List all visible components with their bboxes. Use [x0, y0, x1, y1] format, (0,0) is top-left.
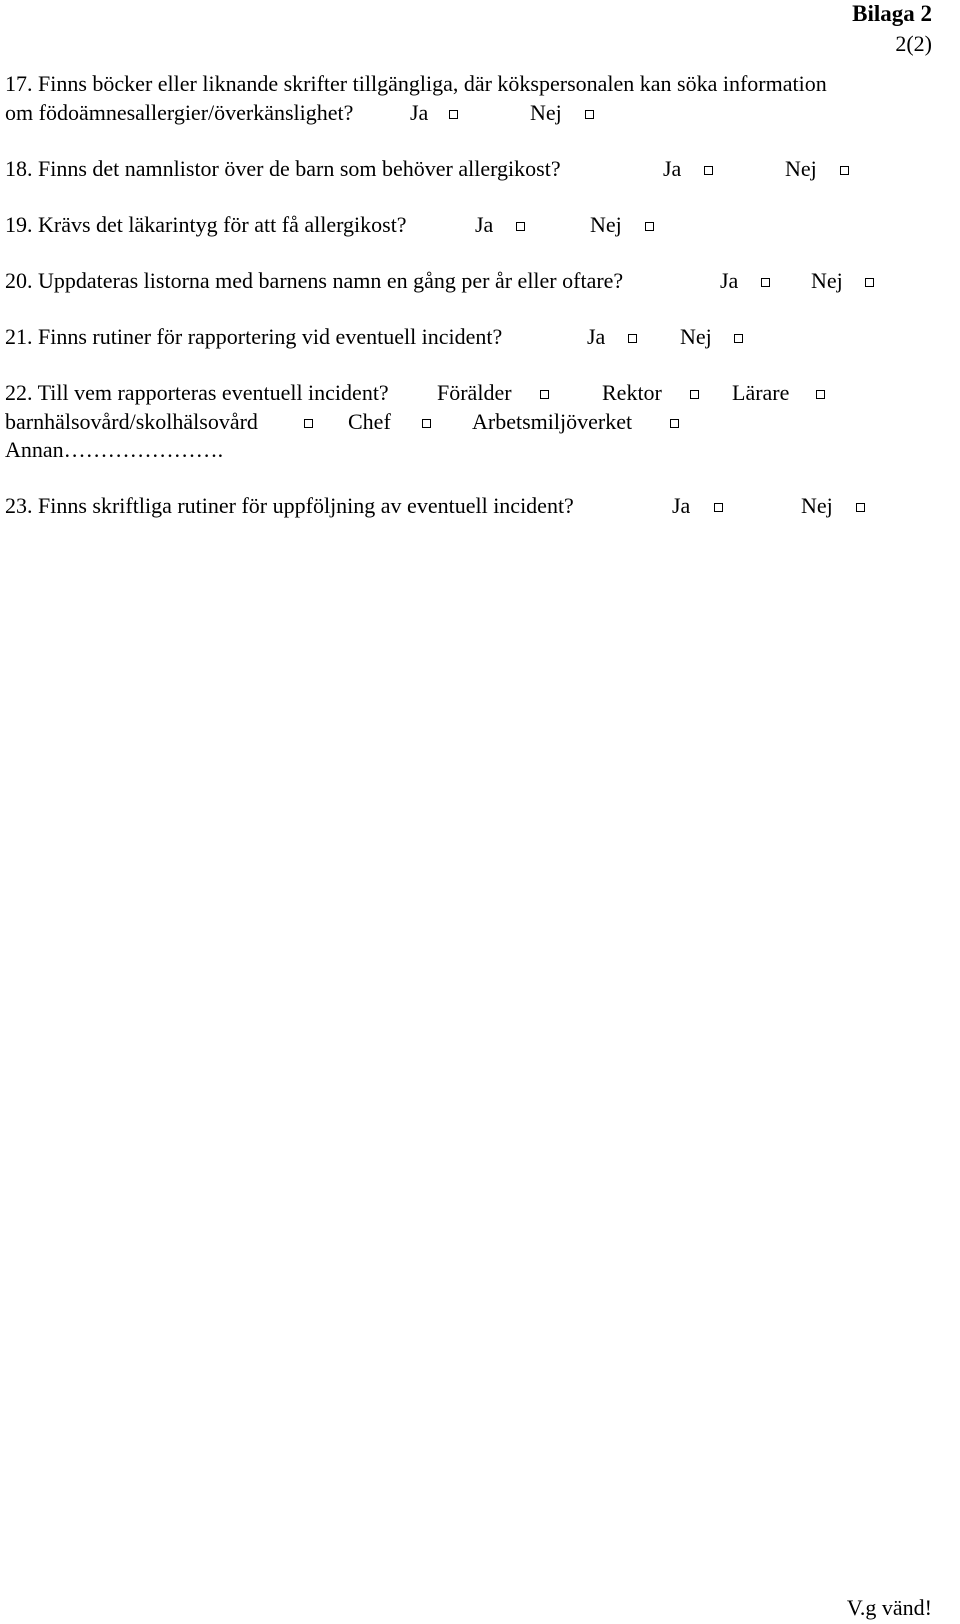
- question-18: [0, 155, 960, 183]
- question-19: [0, 211, 960, 239]
- q20-yes-checkbox[interactable]: [761, 278, 770, 287]
- question-18-text: 18. Finns det namnlistor över de barn som behöver allergikost?: [5, 156, 561, 181]
- q22-option-foralder-label: Förälder: [437, 380, 512, 405]
- question-23: [0, 492, 960, 520]
- q20-no-label: Nej: [811, 268, 843, 293]
- q23-yes-label: Ja: [672, 493, 691, 518]
- q20-yes-label: Ja: [720, 268, 739, 293]
- question-22: [0, 379, 960, 407]
- q21-no-label: Nej: [680, 324, 712, 349]
- q22-option-larare-label: Lärare: [732, 380, 790, 405]
- q18-no-checkbox[interactable]: [840, 166, 849, 175]
- q22-option-chef-label: Chef: [348, 409, 391, 434]
- question-17: [0, 70, 960, 98]
- q17-yes-label: Ja: [410, 100, 429, 125]
- question-21: [0, 323, 960, 351]
- question-20-text: 20. Uppdateras listorna med barnens namn en gång per år eller oftare?: [5, 268, 624, 293]
- q21-yes-checkbox[interactable]: [628, 334, 637, 343]
- q22-option-rektor-checkbox[interactable]: [690, 390, 699, 399]
- q19-no-checkbox[interactable]: [645, 222, 654, 231]
- question-17-answer-row: [0, 99, 960, 127]
- question-19-text: 19. Krävs det läkarintyg för att få allergikost?: [5, 212, 407, 237]
- q22-option-larare-checkbox[interactable]: [816, 390, 825, 399]
- q22-option-foralder-checkbox[interactable]: [540, 390, 549, 399]
- page-number: 2(2): [895, 31, 932, 56]
- appendix-title: Bilaga 2: [852, 1, 932, 26]
- q21-no-checkbox[interactable]: [734, 334, 743, 343]
- q23-no-checkbox[interactable]: [856, 503, 865, 512]
- q22-option-barnhalsovard-checkbox[interactable]: [304, 419, 313, 428]
- turn-page-note: V.g vänd!: [846, 1595, 932, 1620]
- q17-yes-checkbox[interactable]: [449, 110, 458, 119]
- q18-yes-label: Ja: [663, 156, 682, 181]
- q17-no-label: Nej: [530, 100, 562, 125]
- q19-yes-checkbox[interactable]: [516, 222, 525, 231]
- q19-yes-label: Ja: [475, 212, 494, 237]
- q22-other-field[interactable]: Annan………………….: [5, 437, 224, 462]
- q21-yes-label: Ja: [587, 324, 606, 349]
- question-21-text: 21. Finns rutiner för rapportering vid eventuell incident?: [5, 324, 503, 349]
- q23-yes-checkbox[interactable]: [714, 503, 723, 512]
- q22-option-arbetsmiljoverket-label: Arbetsmiljöverket: [472, 409, 633, 434]
- q20-no-checkbox[interactable]: [865, 278, 874, 287]
- q19-no-label: Nej: [590, 212, 622, 237]
- q18-no-label: Nej: [785, 156, 817, 181]
- q17-no-checkbox[interactable]: [585, 110, 594, 119]
- q22-option-rektor-label: Rektor: [602, 380, 662, 405]
- question-22-options-row2: [0, 408, 960, 436]
- q22-option-barnhalsovard-label: barnhälsovård/skolhälsovård: [5, 409, 258, 434]
- q22-option-arbetsmiljoverket-checkbox[interactable]: [670, 419, 679, 428]
- question-22-other-row: [0, 436, 960, 464]
- q18-yes-checkbox[interactable]: [704, 166, 713, 175]
- question-17-text-line1: 17. Finns böcker eller liknande skrifter tillgängliga, där kökspersonalen kan söka information: [5, 71, 827, 96]
- question-20: [0, 267, 960, 295]
- q22-option-chef-checkbox[interactable]: [422, 419, 431, 428]
- question-17-text-line2: om födoämnesallergier/överkänslighet?: [5, 100, 354, 125]
- q23-no-label: Nej: [801, 493, 833, 518]
- question-23-text: 23. Finns skriftliga rutiner för uppföljning av eventuell incident?: [5, 493, 574, 518]
- question-22-text: 22. Till vem rapporteras eventuell incident?: [5, 380, 389, 405]
